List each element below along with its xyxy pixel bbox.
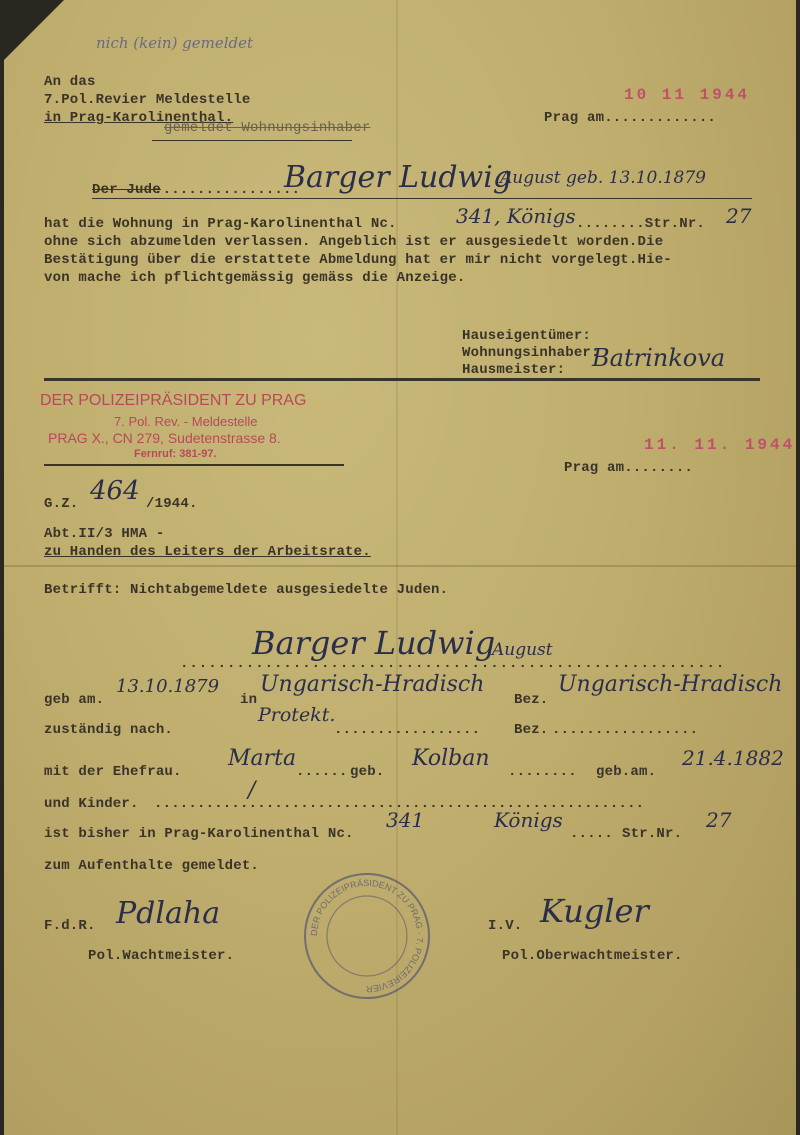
- stamp-line-3: PRAG X., CN 279, Sudetenstrasse 8.: [48, 430, 281, 446]
- street-number-1: 27: [726, 204, 752, 228]
- handwritten-name-2: Barger Ludwig: [252, 624, 496, 662]
- der-jude-label: Der Jude: [92, 182, 161, 198]
- stamp-line-2: 7. Pol. Rev. - Meldestelle: [114, 414, 258, 429]
- kinder-value: /: [248, 778, 256, 803]
- owner-label-3: Hausmeister:: [462, 362, 566, 378]
- svg-text:DER POLIZEIPRÄSIDENT ZU PRAG ·: [309, 878, 425, 994]
- stamp-underline: [44, 464, 344, 466]
- fdr-label: F.d.R.: [44, 918, 96, 934]
- iv-label: I.V.: [488, 918, 523, 934]
- fold-line: [4, 565, 796, 567]
- geb-am-label: geb am.: [44, 692, 105, 708]
- para-line-2: ohne sich abzumelden verlassen. Angeblich ist er ausgesiedelt worden.Die: [44, 234, 664, 250]
- handwritten-name-extra-2: August: [492, 640, 553, 660]
- para-line-4: von mache ich pflichtgemässig gemäss die Anzeige.: [44, 270, 466, 286]
- para-line-3: Bestätigung über die erstattete Abmeldung hat er mir nicht vorgelegt.Hie-: [44, 252, 672, 268]
- hausmeister-signature: Batrinkova: [592, 344, 726, 372]
- owner-label-2: Wohnungsinhaber:: [462, 345, 600, 361]
- handwritten-name-extra-1: August geb. 13.10.1879: [500, 168, 706, 188]
- betrifft-line: Betrifft: Nichtabgemeldete ausgesiedelte Juden.: [44, 582, 449, 598]
- left-title: Pol.Wachtmeister.: [88, 948, 235, 964]
- in-value: Ungarisch-Hradisch: [260, 672, 485, 697]
- abteilung: Abt.II/3 HMA -: [44, 526, 165, 542]
- date-stamp-second: 11. 11. 1944: [644, 436, 796, 454]
- left-signature: Pdlaha: [116, 896, 221, 931]
- right-title: Pol.Oberwachtmeister.: [502, 948, 683, 964]
- bez2-label: Bez.: [514, 722, 549, 738]
- torn-corner: [4, 0, 64, 60]
- house-number-1: 341, Königs: [456, 204, 576, 228]
- section-divider: [44, 378, 760, 381]
- handwritten-name-1: Barger Ludwig: [284, 160, 513, 195]
- stamp-line-1: DER POLIZEIPRÄSIDENT ZU PRAG: [40, 392, 307, 409]
- zustaendig-label: zuständig nach.: [44, 722, 174, 738]
- zustaendig-value: Protekt.: [258, 704, 336, 726]
- dots: .................: [552, 722, 699, 738]
- dots: .................: [334, 722, 481, 738]
- police-seal-icon: [301, 870, 433, 1002]
- dots: .................: [154, 182, 301, 198]
- aufenthalte-line: zum Aufenthalte gemeldet.: [44, 858, 260, 874]
- dots: .....: [570, 826, 614, 842]
- geb-value: Kolban: [412, 746, 490, 771]
- addressee-line-3: in Prag-Karolinenthal.: [44, 110, 234, 126]
- stamp-line-4: Fernruf: 381-97.: [134, 448, 217, 460]
- ehefrau-label: mit der Ehefrau.: [44, 764, 182, 780]
- name-dots-2: ..........................................................: [180, 656, 726, 672]
- prag-am-2: Prag am........: [564, 460, 694, 476]
- document-paper: [4, 0, 796, 1135]
- gz-suffix: /1944.: [146, 496, 198, 512]
- str-value: 27: [706, 808, 732, 832]
- geb-am2-label: geb.am.: [596, 764, 657, 780]
- bisher-label: ist bisher in Prag-Karolinenthal Nc.: [44, 826, 354, 842]
- owner-label-1: Hauseigentümer:: [462, 328, 592, 344]
- para-line-1b: ........Str.Nr.: [576, 216, 706, 232]
- seal-text: DER POLIZEIPRÄSIDENT ZU PRAG · 7. POLIZEIREVIER: [308, 877, 426, 995]
- bez-label: Bez.: [514, 692, 549, 708]
- pencil-note: nich (kein) gemeldet: [96, 34, 254, 52]
- in-label: in: [240, 692, 258, 708]
- zu-handen: zu Handen des Leiters der Arbeitsrate.: [44, 544, 371, 560]
- struck-text: gemeldet Wohnungsinhaber: [164, 120, 371, 136]
- para-line-1a: hat die Wohnung in Prag-Karolinenthal Nc.: [44, 216, 397, 232]
- right-signature: Kugler: [540, 892, 649, 930]
- kinder-label: und Kinder.: [44, 796, 139, 812]
- dots: ........: [508, 764, 577, 780]
- gz-prefix: G.Z.: [44, 496, 79, 512]
- bisher-street: Königs: [494, 808, 563, 832]
- str-label: Str.Nr.: [622, 826, 683, 842]
- prag-am-1: Prag am.............: [544, 110, 717, 126]
- geb-label: geb.: [350, 764, 385, 780]
- geb-am2-value: 21.4.1882: [682, 746, 784, 770]
- dots: .........................................................: [154, 796, 645, 812]
- addressee-line-1: An das: [44, 74, 96, 90]
- gz-number: 464: [90, 476, 140, 506]
- bisher-nr: 341: [386, 808, 425, 832]
- name-underline: [92, 198, 752, 199]
- addressee-line-2: 7.Pol.Revier Meldestelle: [44, 92, 251, 108]
- ehefrau-value: Marta: [228, 746, 297, 771]
- divider: [152, 140, 352, 141]
- geb-am-value: 13.10.1879: [116, 676, 220, 697]
- dots: ......: [296, 764, 348, 780]
- bez-value: Ungarisch-Hradisch: [558, 672, 783, 697]
- date-stamp-top: 10 11 1944: [624, 86, 751, 104]
